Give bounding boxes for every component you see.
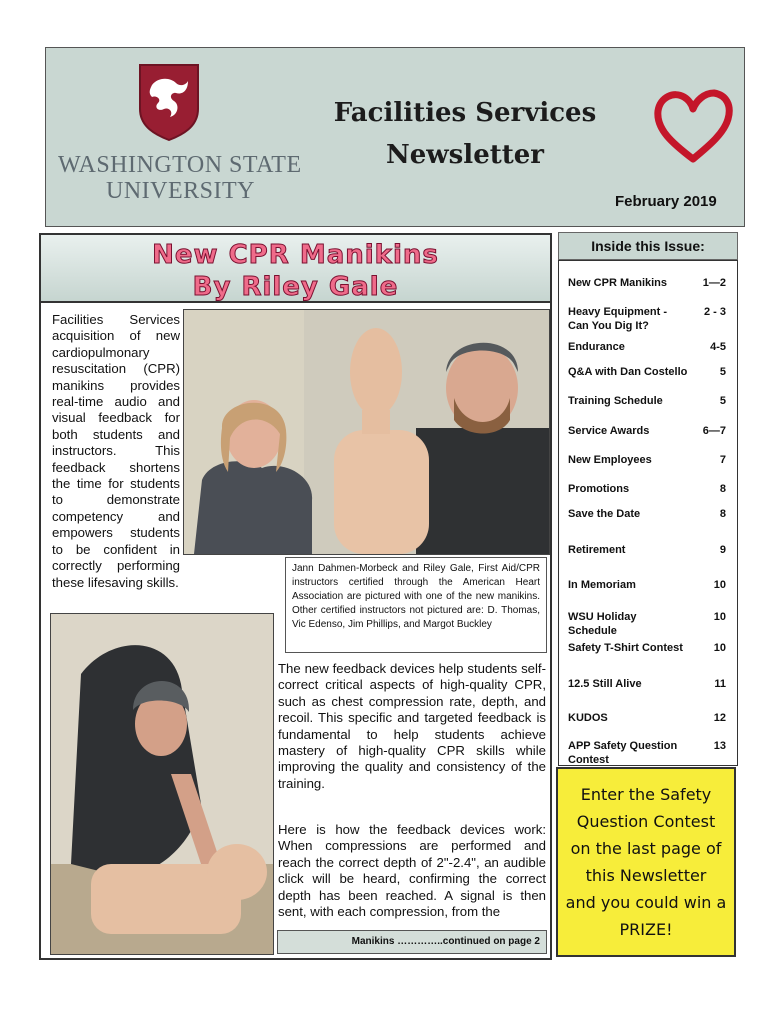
toc-page: 5	[719, 395, 726, 407]
title-line1: Facilities Services	[333, 98, 597, 128]
continued-link[interactable]: Manikins …………..continued on page 2	[277, 930, 547, 954]
heart-icon	[652, 87, 734, 165]
article-intro: Facilities Services acquisition of new cardiopulmonary resuscitation (CPR) manikins provides real-time audio and visual feedback for both students and instructors. This feedback shortens the time for students to demonstrate competency and empowers students to be confident in correctly performing these lifesaving skills.	[52, 312, 180, 590]
photo-caption: Jann Dahmen-Morbeck and Riley Gale, First Aid/CPR instructors certified through the American Heart Association are pictured with one of the new manikins. Other certified instructors not pictured are: D. Thomas, Vic Edenso, Jim Phillips, and Margot Buckley	[285, 557, 547, 653]
article-headline: New CPR Manikins	[152, 240, 439, 270]
newsletter-title	[300, 92, 630, 176]
issue-date: February 2019	[615, 193, 717, 210]
toc-page: 12	[713, 712, 726, 724]
article-byline: By Riley Gale	[192, 272, 399, 302]
toc-item[interactable]: Heavy Equipment - Can You Dig It? 2 - 3	[568, 306, 726, 332]
safety-contest-promo	[556, 767, 736, 957]
toc-item[interactable]: WSU Holiday Schedule 10	[568, 611, 726, 637]
university-line1: WASHINGTON STATE	[58, 152, 302, 178]
toc-page: 10	[713, 642, 726, 654]
promo-line: on the last page of	[570, 839, 722, 858]
toc-page: 7	[719, 454, 726, 466]
toc-item[interactable]: Training Schedule 5	[568, 395, 726, 407]
toc-item[interactable]: New CPR Manikins 1—2	[568, 277, 726, 289]
toc-page: 6—7	[702, 425, 726, 437]
article-paragraph-2: Here is how the feedback devices work: When compressions are performed and reach the correct depth of 2"-2.4", an audible click will be heard, confirming the correct depth has been reached. A signal is then sent, with each compression, from the	[278, 822, 546, 920]
promo-line: Enter the Safety	[580, 785, 712, 804]
toc-page: 5	[719, 366, 726, 378]
toc-page: 11	[714, 678, 726, 690]
toc-page: 2 - 3	[703, 306, 726, 318]
toc-page: 10	[713, 611, 726, 623]
toc-item[interactable]: Retirement 9	[568, 544, 726, 556]
cpr-demonstration-photo	[50, 613, 274, 955]
toc-item[interactable]: KUDOS 12	[568, 712, 726, 724]
toc-item[interactable]: Promotions 8	[568, 483, 726, 495]
promo-line: PRIZE!	[619, 920, 673, 939]
toc-page: 10	[713, 579, 726, 591]
toc-item[interactable]: Endurance 4-5	[568, 341, 726, 353]
toc-item[interactable]: Service Awards 6—7	[568, 425, 726, 437]
toc-item[interactable]: Safety T-Shirt Contest 10	[568, 642, 726, 654]
toc-item[interactable]: 12.5 Still Alive 11	[568, 678, 726, 690]
instructors-photo	[183, 309, 550, 555]
toc-item[interactable]: Save the Date 8	[568, 508, 726, 520]
toc-page: 1—2	[702, 277, 726, 289]
article-headline-box	[39, 233, 552, 303]
toc-item[interactable]: Q&A with Dan Costello 5	[568, 366, 726, 378]
wsu-logo-shield	[138, 63, 200, 141]
toc-page: 4-5	[710, 341, 726, 353]
toc-page: 13	[713, 740, 726, 752]
article-paragraph-1: The new feedback devices help students self-correct critical aspects of high-quality CPR, such as chest compression rate, depth, and recoil. This specific and targeted feedback is fundamental to help students achieve mastery of high-quality CPR skills while improving the quality and consistency of the training.	[278, 661, 546, 791]
university-wordmark	[58, 152, 302, 204]
toc-page: 8	[719, 508, 726, 520]
promo-line: and you could win a	[565, 893, 727, 912]
toc-item[interactable]: In Memoriam 10	[568, 579, 726, 591]
toc-page: 8	[719, 483, 726, 495]
promo-line: this Newsletter	[585, 866, 707, 885]
toc-page: 9	[719, 544, 726, 556]
toc-item[interactable]: APP Safety Question Contest 13	[568, 740, 726, 766]
university-line2: UNIVERSITY	[106, 178, 255, 204]
toc-item[interactable]: New Employees 7	[568, 454, 726, 466]
promo-line: Question Contest	[576, 812, 716, 831]
inside-issue-heading: Inside this Issue:	[558, 232, 738, 260]
title-line2: Newsletter	[385, 140, 544, 170]
